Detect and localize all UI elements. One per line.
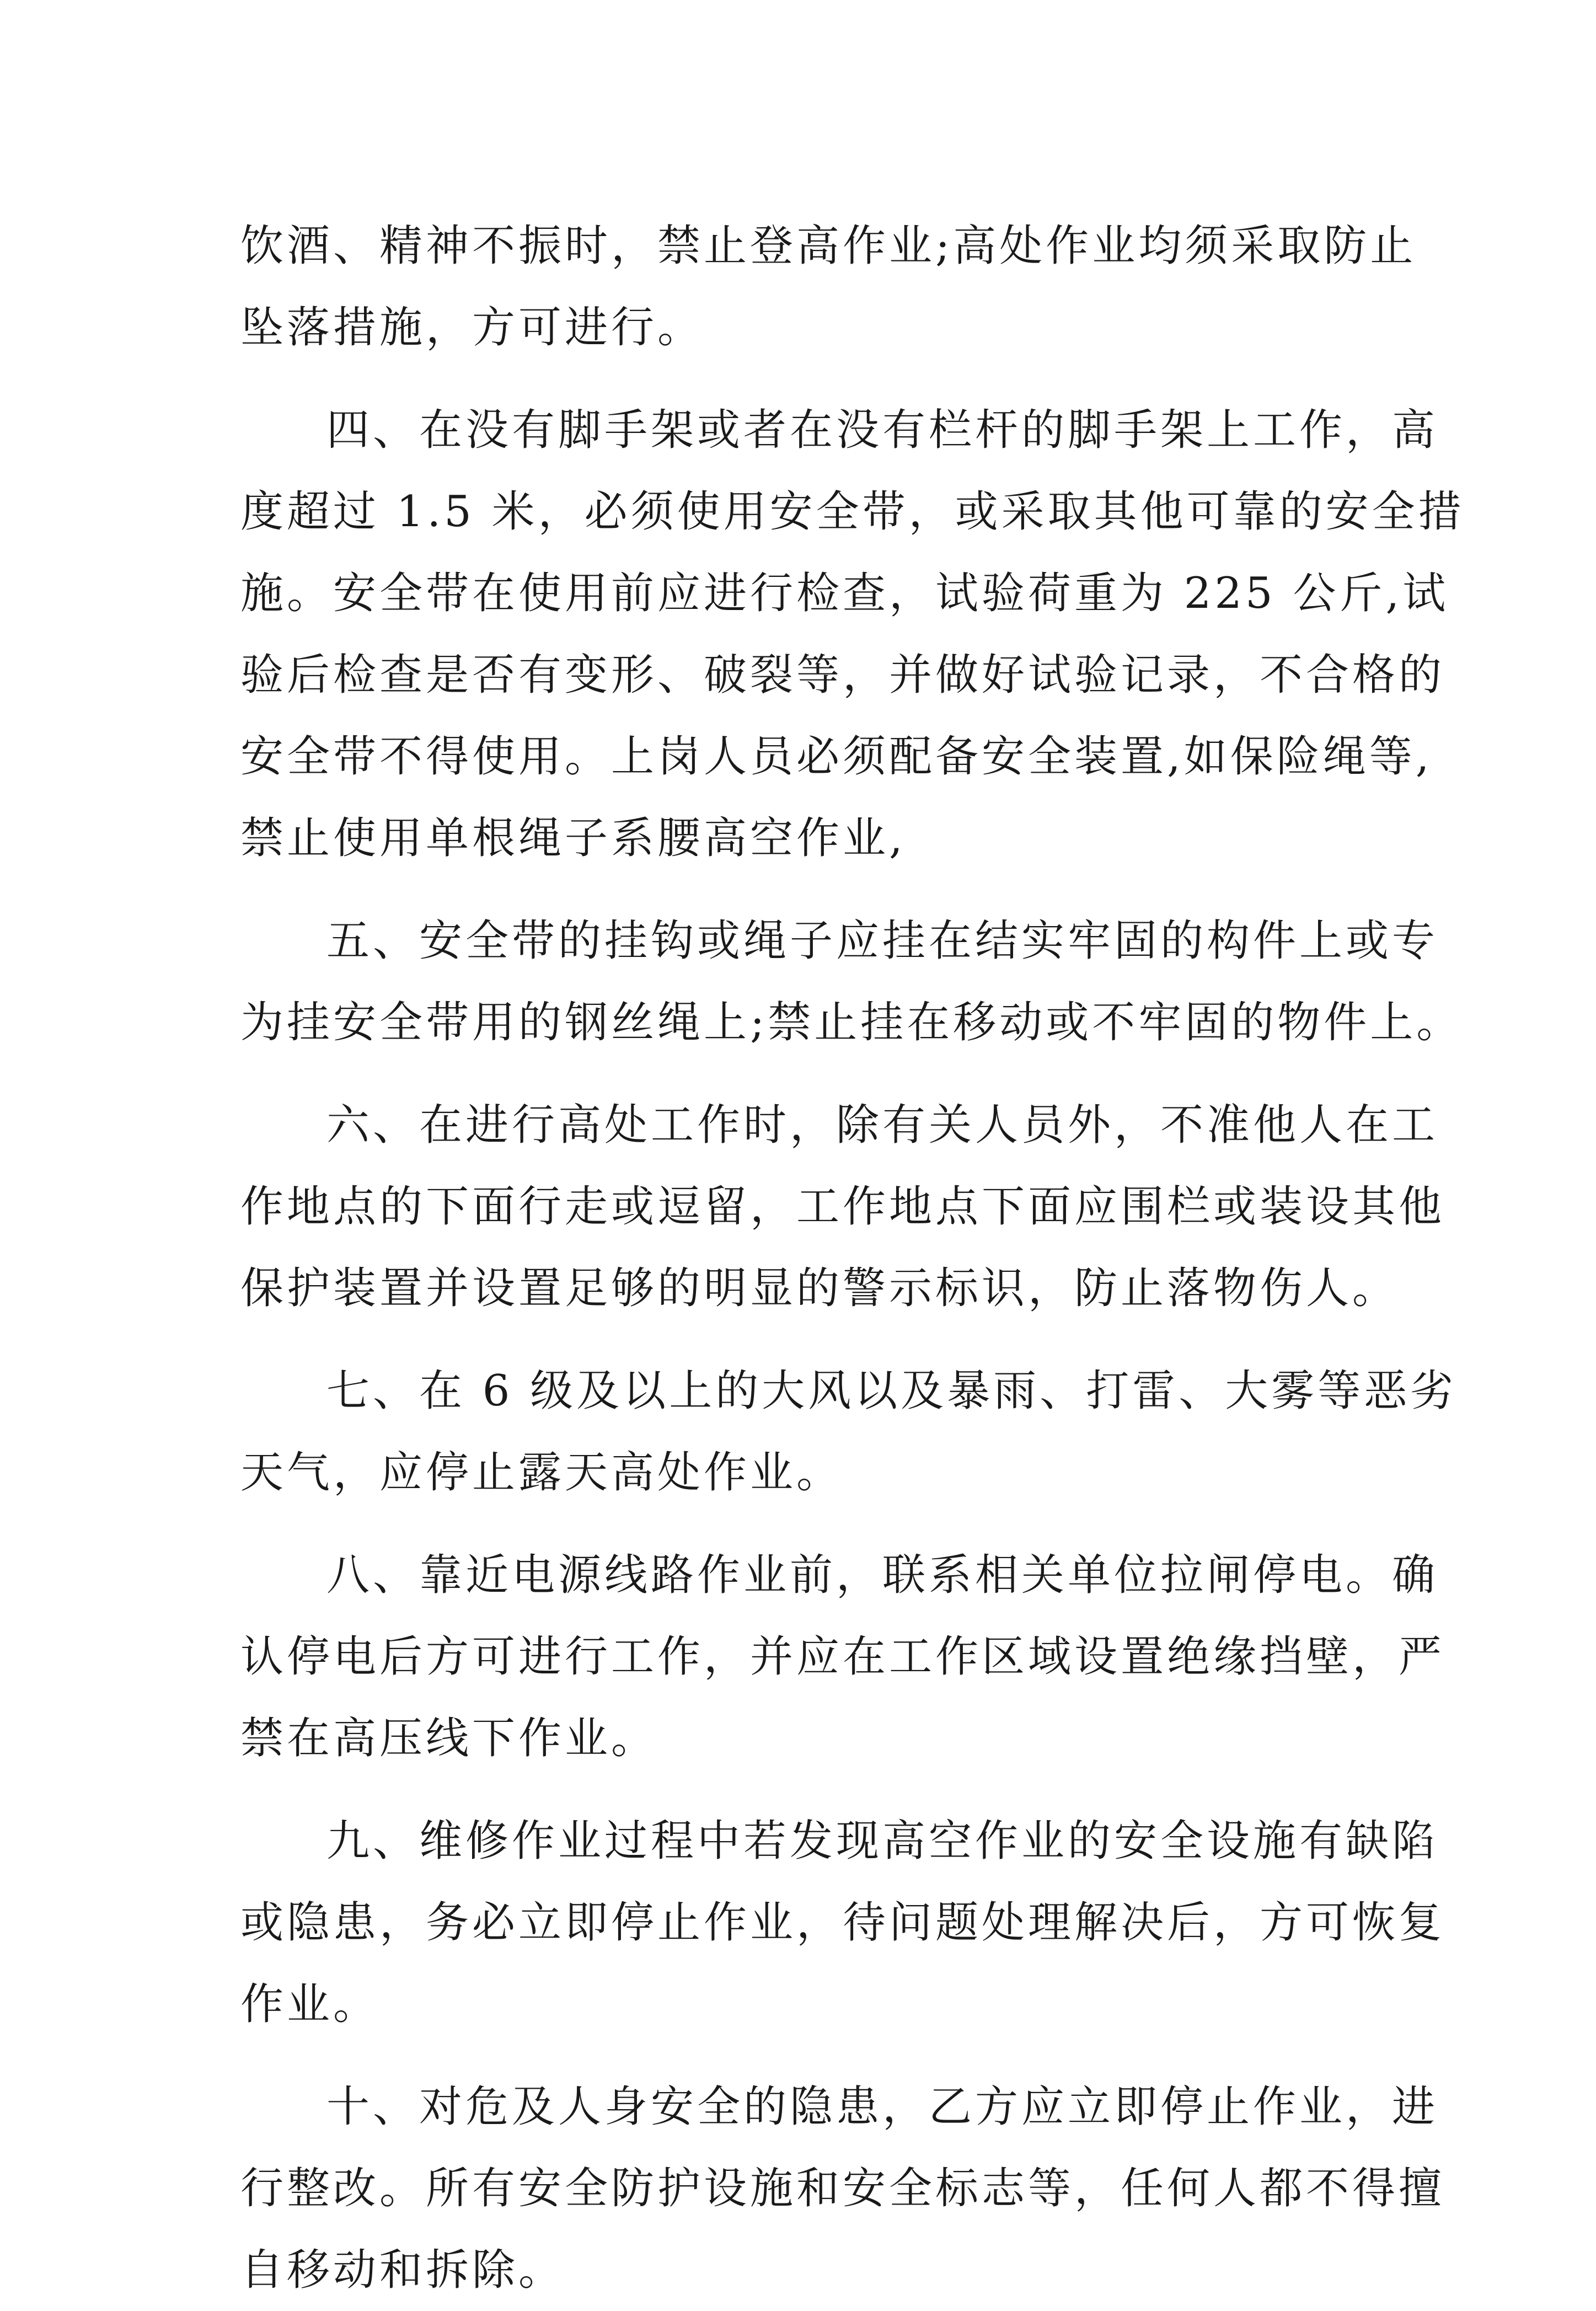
paragraph-first-line: 九、维修作业过程中若发现高空作业的安全设施有缺陷 — [326, 1816, 1439, 1866]
text-line: 认停电后方可进行工作，并应在工作区域设置绝缘挡壁，严 — [240, 1632, 1445, 1682]
text-line: 或隐患，务必立即停止作业，待问题处理解决后，方可恢复 — [240, 1898, 1445, 1948]
paragraph-first-line: 五、安全带的挂钩或绳子应挂在结实牢固的构件上或专 — [326, 916, 1439, 966]
paragraph-gap — [240, 1513, 1377, 1534]
paragraph-gap — [240, 368, 1377, 389]
paragraph-gap — [240, 1063, 1377, 1084]
text-line: 作业。 — [240, 1980, 380, 2029]
text-line: 禁止使用单根绳子系腰高空作业, — [240, 814, 906, 863]
text-line: 施。安全带在使用前应进行检查，试验荷重为 225 公斤,试 — [240, 569, 1449, 618]
text-line: 为挂安全带用的钢丝绳上;禁止挂在移动或不牢固的物件上。 — [240, 998, 1463, 1047]
paragraph-gap — [240, 879, 1377, 900]
paragraph-first-line: 七、在 6 级及以上的大风以及暴雨、打雷、大雾等恶劣 — [326, 1366, 1457, 1416]
paragraph-first-line: 八、靠近电源线路作业前，联系相关单位拉闸停电。确 — [326, 1550, 1439, 1600]
text-line: 行整改。所有安全防护设施和安全标志等，任何人都不得擅 — [240, 2164, 1445, 2213]
body-text — [240, 205, 1465, 2311]
text-line: 保护装置并设置足够的明显的警示标识，防止落物伤人。 — [240, 1264, 1399, 1313]
paragraph-gap — [240, 2045, 1377, 2066]
paragraph-first-line: 六、在进行高处工作时，除有关人员外，不准他人在工 — [326, 1100, 1439, 1150]
text-line: 度超过 1.5 米，必须使用安全带，或采取其他可靠的安全措 — [240, 487, 1465, 537]
text-line: 作地点的下面行走或逗留，工作地点下面应围栏或装设其他 — [240, 1182, 1445, 1232]
text-line: 安全带不得使用。上岗人员必须配备安全装置,如保险绳等, — [240, 732, 1433, 782]
paragraph-first-line: 十、对危及人身安全的隐患，乙方应立即停止作业，进 — [326, 2082, 1439, 2132]
text-line: 天气，应停止露天高处作业。 — [240, 1448, 843, 1497]
text-line: 自移动和拆除。 — [240, 2245, 565, 2295]
text-line: 验后检查是否有变形、破裂等，并做好试验记录，不合格的 — [240, 650, 1445, 700]
text-line: 坠落措施，方可进行。 — [240, 303, 704, 352]
paragraph-gap — [240, 1329, 1377, 1350]
paragraph-gap — [240, 1779, 1377, 1800]
text-line: 禁在高压线下作业。 — [240, 1714, 658, 1763]
paragraph-first-line: 四、在没有脚手架或者在没有栏杆的脚手架上工作，高 — [326, 405, 1439, 455]
text-line: 饮酒、精神不振时，禁止登高作业;高处作业均须采取防止 — [240, 221, 1417, 271]
